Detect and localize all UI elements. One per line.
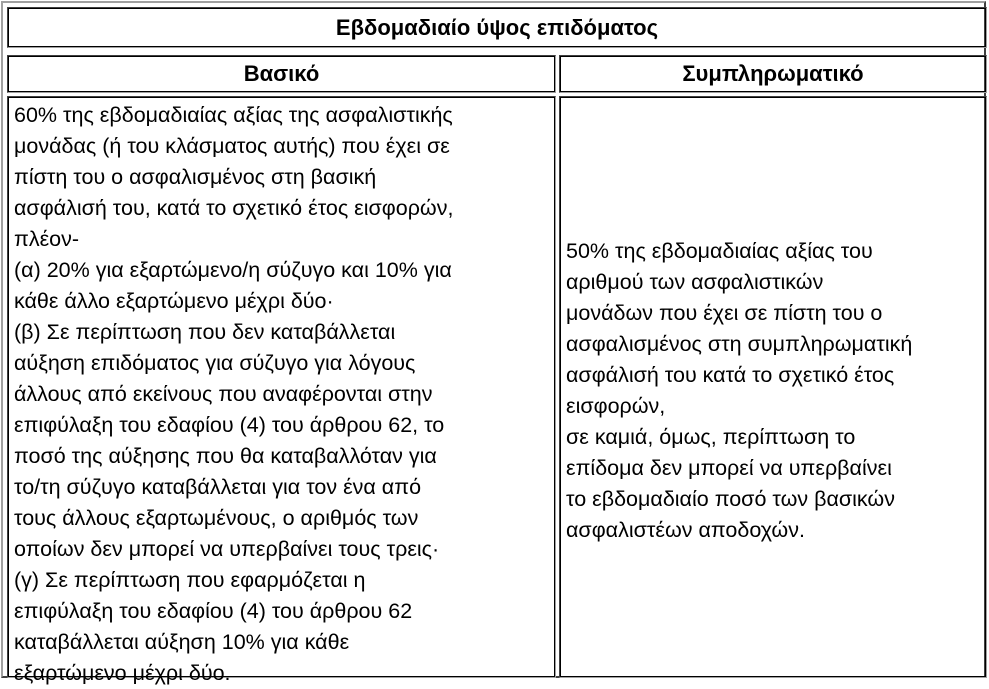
basic-text-line: τους άλλους εξαρτωμένους, ο αριθμός των (14, 506, 419, 530)
supplementary-benefit-cell (559, 96, 987, 678)
table-title (7, 7, 987, 48)
basic-text-line: πίστη του ο ασφαλισμένος στη βασική (14, 165, 377, 189)
basic-text-line: επιφύλαξη του εδαφίου (4) του άρθρου 62, το (14, 413, 445, 437)
basic-text-line: μονάδας (ή του κλάσματος αυτής) που έχει σε (14, 134, 450, 158)
header-supplementary (559, 55, 987, 93)
basic-text-line: ποσό της αύξησης που θα καταβαλλόταν για (14, 444, 437, 468)
basic-text-line: το/τη σύζυγο καταβάλλεται για τον ένα από (14, 475, 422, 499)
header-basic (7, 55, 556, 93)
supplementary-text-line: ασφάλισή του κατά το σχετικό έτος (566, 363, 895, 387)
supplementary-text-line: ασφαλιστέων αποδοχών. (566, 518, 805, 542)
basic-text-line: (β) Σε περίπτωση που δεν καταβάλλεται (14, 320, 396, 344)
basic-benefit-cell (7, 96, 556, 685)
basic-text-line: άλλους από εκείνους που αναφέρονται στην (14, 382, 433, 406)
supplementary-text-line: επίδομα δεν μπορεί να υπερβαίνει (566, 456, 892, 480)
basic-text-line: αύξηση επιδόματος για σύζυγο για λόγους (14, 351, 416, 375)
supplementary-text-line: αριθμού των ασφαλιστικών (566, 270, 824, 294)
supplementary-text-line: εισφορών, (566, 394, 666, 418)
supplementary-text-line: σε καμιά, όμως, περίπτωση το (566, 425, 856, 449)
basic-text-line: εξαρτώμενο μέχρι δύο. (14, 661, 231, 685)
supplementary-benefit-text (566, 236, 912, 546)
supplementary-text-line: ασφαλισμένος στη συμπληρωματική (566, 332, 913, 356)
basic-text-line: ασφάλισή του, κατά το σχετικό έτος εισφορών, (14, 196, 454, 220)
basic-text-line: (γ) Σε περίπτωση που εφαρμόζεται η (14, 568, 366, 592)
basic-text-line: πλέον- (14, 227, 80, 251)
supplementary-text-line: 50% της εβδομαδιαίας αξίας του (566, 239, 873, 263)
basic-text-line: κάθε άλλο εξαρτώμενο μέχρι δύο· (14, 289, 334, 313)
basic-text-line: καταβάλλεται αύξηση 10% για κάθε (14, 630, 350, 654)
table-title-text: Εβδομαδιαίο ύψος επιδόματος (335, 14, 659, 40)
supplementary-text-line: μονάδων που έχει σε πίστη του ο (566, 301, 883, 325)
basic-text-line: (α) 20% για εξαρτώμενο/η σύζυγο και 10% για (14, 258, 452, 282)
header-basic-text: Βασικό (243, 61, 320, 86)
basic-benefit-text (14, 100, 549, 689)
basic-text-line: επιφύλαξη του εδαφίου (4) του άρθρου 62 (14, 599, 413, 623)
header-supplementary-text: Συμπληρωματικό (682, 61, 864, 86)
basic-text-line: 60% της εβδομαδιαίας αξίας της ασφαλιστικής (14, 103, 453, 127)
benefit-table (1, 1, 986, 685)
basic-text-line: οποίων δεν μπορεί να υπερβαίνει τους τρεις· (14, 537, 440, 561)
supplementary-text-line: το εβδομαδιαίο ποσό των βασικών (566, 487, 895, 511)
